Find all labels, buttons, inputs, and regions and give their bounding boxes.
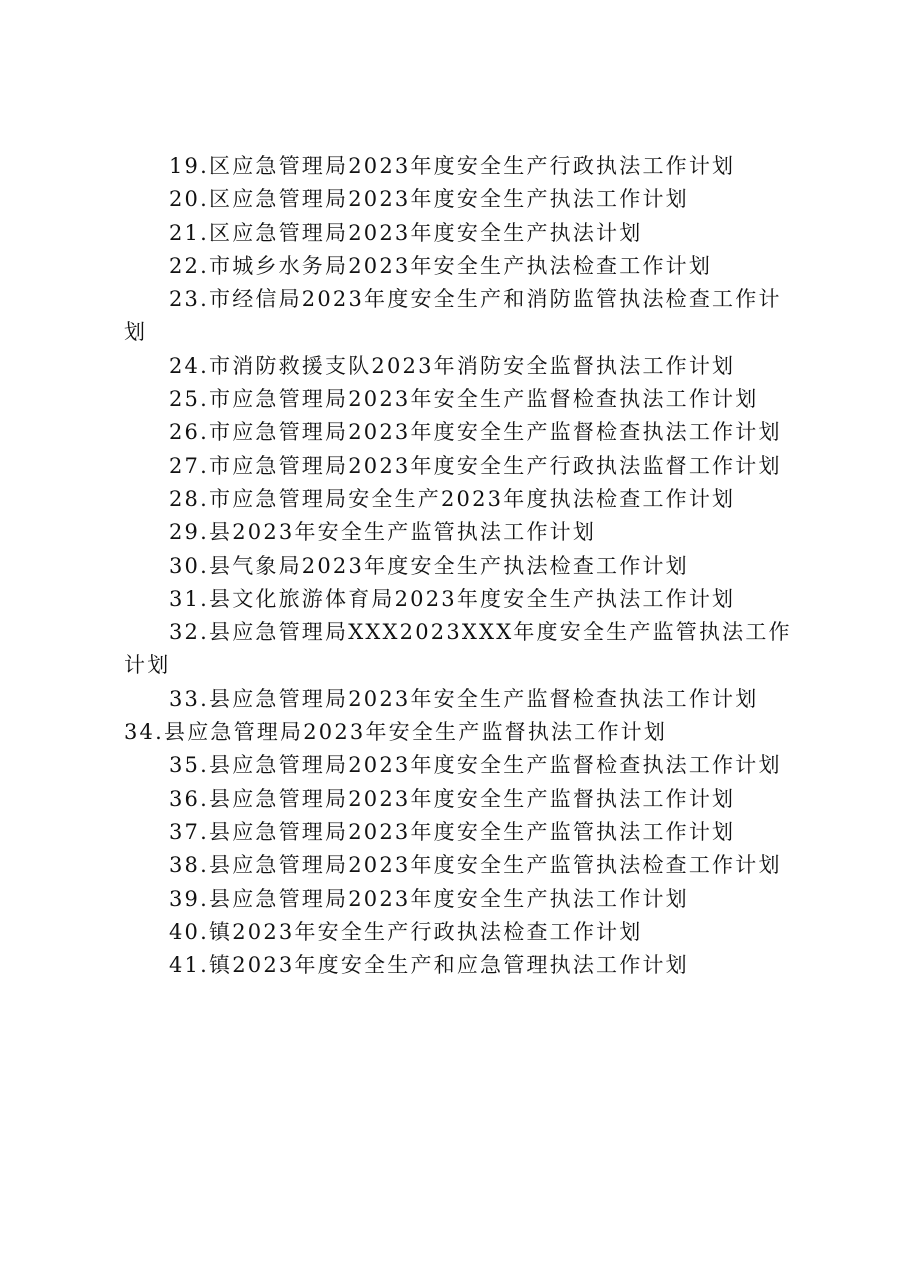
list-item: 41.镇2023年度安全生产和应急管理执法工作计划	[169, 953, 689, 978]
list-item: 24.市消防救援支队2023年消防安全监督执法工作计划	[169, 353, 736, 378]
list-item: 29.县2023年安全生产监管执法工作计划	[169, 520, 597, 545]
list-item: 36.县应急管理局2023年度安全生产监督执法工作计划	[169, 786, 736, 811]
list-item: 33.县应急管理局2023年安全生产监督检查执法工作计划	[169, 686, 759, 711]
list-item: 32.县应急管理局XXX2023XXX年度安全生产监管执法工作计划	[124, 620, 792, 678]
list-item: 21.区应急管理局2023年度安全生产执法计划	[169, 220, 643, 245]
list-item: 22.市城乡水务局2023年安全生产执法检查工作计划	[169, 253, 713, 278]
list-item: 25.市应急管理局2023年安全生产监督检查执法工作计划	[169, 387, 759, 412]
list-item: 30.县气象局2023年度安全生产执法检查工作计划	[169, 553, 689, 578]
document-body	[124, 150, 799, 982]
list-item: 23.市经信局2023年度安全生产和消防监管执法检查工作计划	[124, 287, 782, 345]
list-item: 28.市应急管理局安全生产2023年度执法检查工作计划	[169, 486, 736, 511]
list-item: 39.县应急管理局2023年度安全生产执法工作计划	[169, 886, 689, 911]
list-item: 27.市应急管理局2023年度安全生产行政执法监督工作计划	[169, 453, 782, 478]
list-item: 20.区应急管理局2023年度安全生产执法工作计划	[169, 187, 689, 212]
list-item: 38.县应急管理局2023年度安全生产监管执法检查工作计划	[169, 853, 782, 878]
list-item: 35.县应急管理局2023年度安全生产监督检查执法工作计划	[169, 753, 782, 778]
list-item: 34.县应急管理局2023年安全生产监督执法工作计划	[124, 720, 668, 745]
list-item: 19.区应急管理局2023年度安全生产行政执法工作计划	[169, 154, 736, 178]
list-item: 26.市应急管理局2023年度安全生产监督检查执法工作计划	[169, 420, 782, 445]
list-item: 40.镇2023年安全生产行政执法检查工作计划	[169, 919, 643, 944]
list-item: 37.县应急管理局2023年度安全生产监管执法工作计划	[169, 819, 736, 844]
list-item: 31.县文化旅游体育局2023年度安全生产执法工作计划	[169, 586, 736, 611]
